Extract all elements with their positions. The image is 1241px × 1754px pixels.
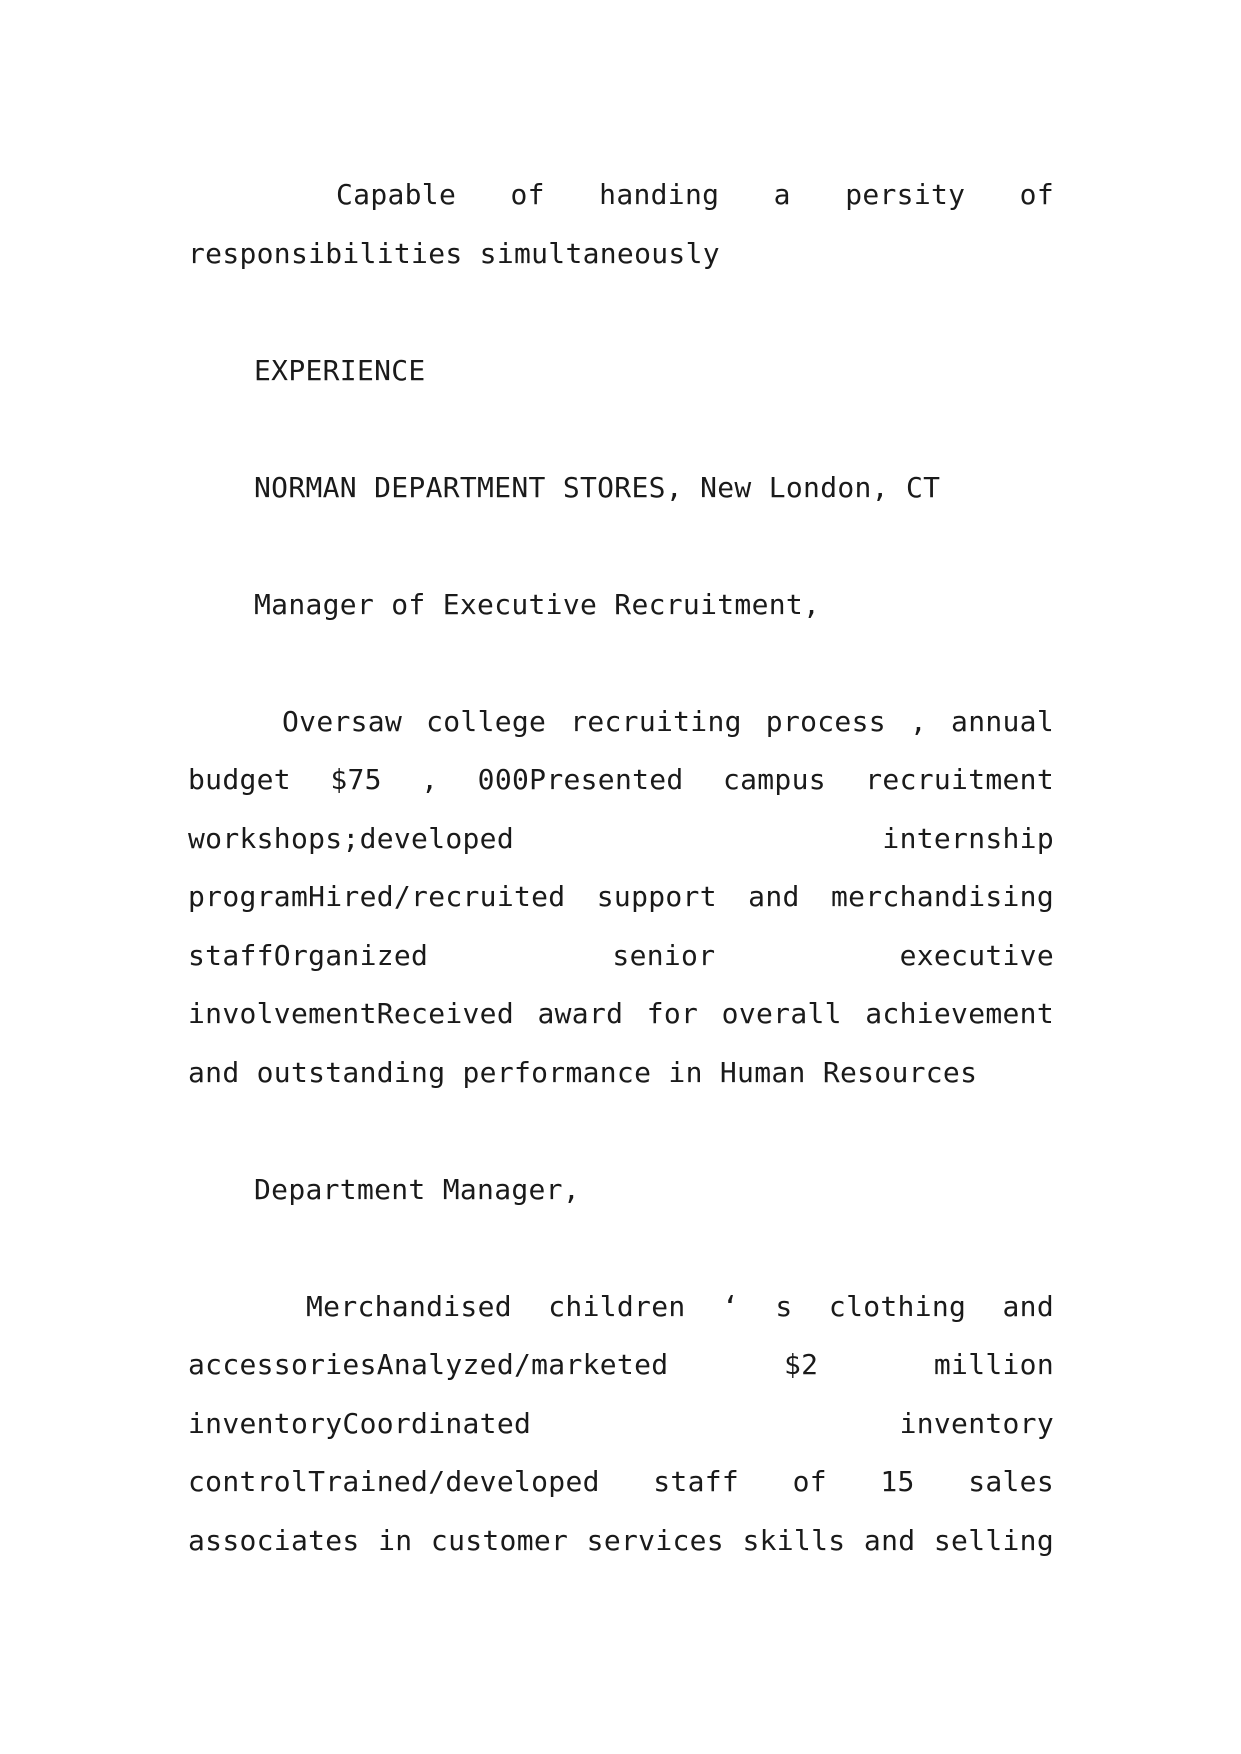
role-title-executive-recruitment: Manager of Executive Recruitment, — [254, 587, 821, 621]
employer-line: NORMAN DEPARTMENT STORES, New London, CT — [254, 470, 941, 504]
role-description-executive-recruitment: Oversaw college recruiting process , annual budget $75 , 000Presented campus recruitment workshops;developed internship programHired/recruited support and merchandising staffOrganized senior executive involvementReceived award for overall achievement and outstanding performance in Human Resources — [188, 704, 1054, 1089]
role-title-department-manager: Department Manager, — [254, 1172, 580, 1206]
role-description-department-manager: Merchandised children ‘ s clothing and accessoriesAnalyzed/marketed $2 million inventoryCoordinated inventory controlTrained/developed staff of 15 sales associates in customer services skills and selling — [188, 1289, 1054, 1557]
intro-paragraph: Capable of handing a persity of responsibilities simultaneously — [188, 178, 1054, 270]
document-body — [188, 166, 1054, 1570]
section-heading-experience: EXPERIENCE — [254, 353, 426, 387]
